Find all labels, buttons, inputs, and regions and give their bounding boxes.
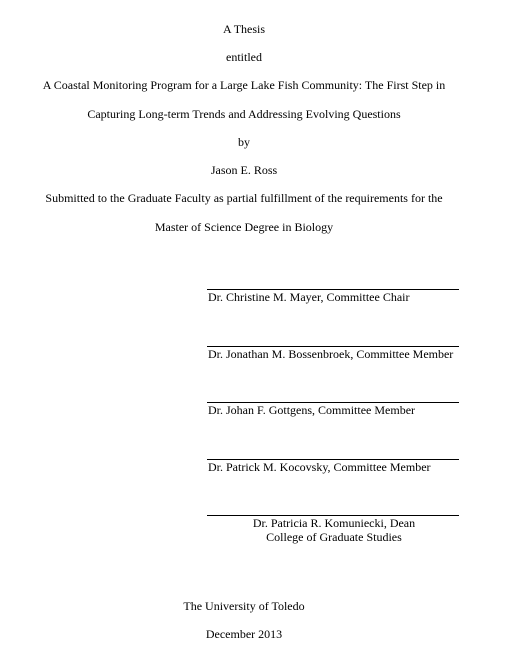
document-type: A Thesis xyxy=(222,22,266,36)
thesis-title-line-1: A Coastal Monitoring Program for a Large Lake Fish Community: The First Step in xyxy=(42,78,446,92)
committee-member-name: Dr. Jonathan M. Bossenbroek, Committee Member xyxy=(208,347,454,361)
submission-statement-line-2: Master of Science Degree in Biology xyxy=(154,220,334,234)
by-label: by xyxy=(238,135,250,149)
dean-name: Dr. Patricia R. Komuniecki, Dean xyxy=(252,516,416,530)
author-name: Jason E. Ross xyxy=(210,163,278,177)
committee-member-name: Dr. Patrick M. Kocovsky, Committee Member xyxy=(208,460,431,474)
dean-college: College of Graduate Studies xyxy=(266,530,402,544)
thesis-title-line-2: Capturing Long-term Trends and Addressing Evolving Questions xyxy=(87,107,401,121)
submission-date: December 2013 xyxy=(205,627,283,641)
institution-name: The University of Toledo xyxy=(183,599,305,613)
committee-member-name: Dr. Johan F. Gottgens, Committee Member xyxy=(208,403,416,417)
submission-statement-line-1: Submitted to the Graduate Faculty as partial fulfillment of the requirements for the xyxy=(45,191,443,205)
committee-chair-name: Dr. Christine M. Mayer, Committee Chair xyxy=(208,290,410,304)
entitled-label: entitled xyxy=(226,50,262,64)
